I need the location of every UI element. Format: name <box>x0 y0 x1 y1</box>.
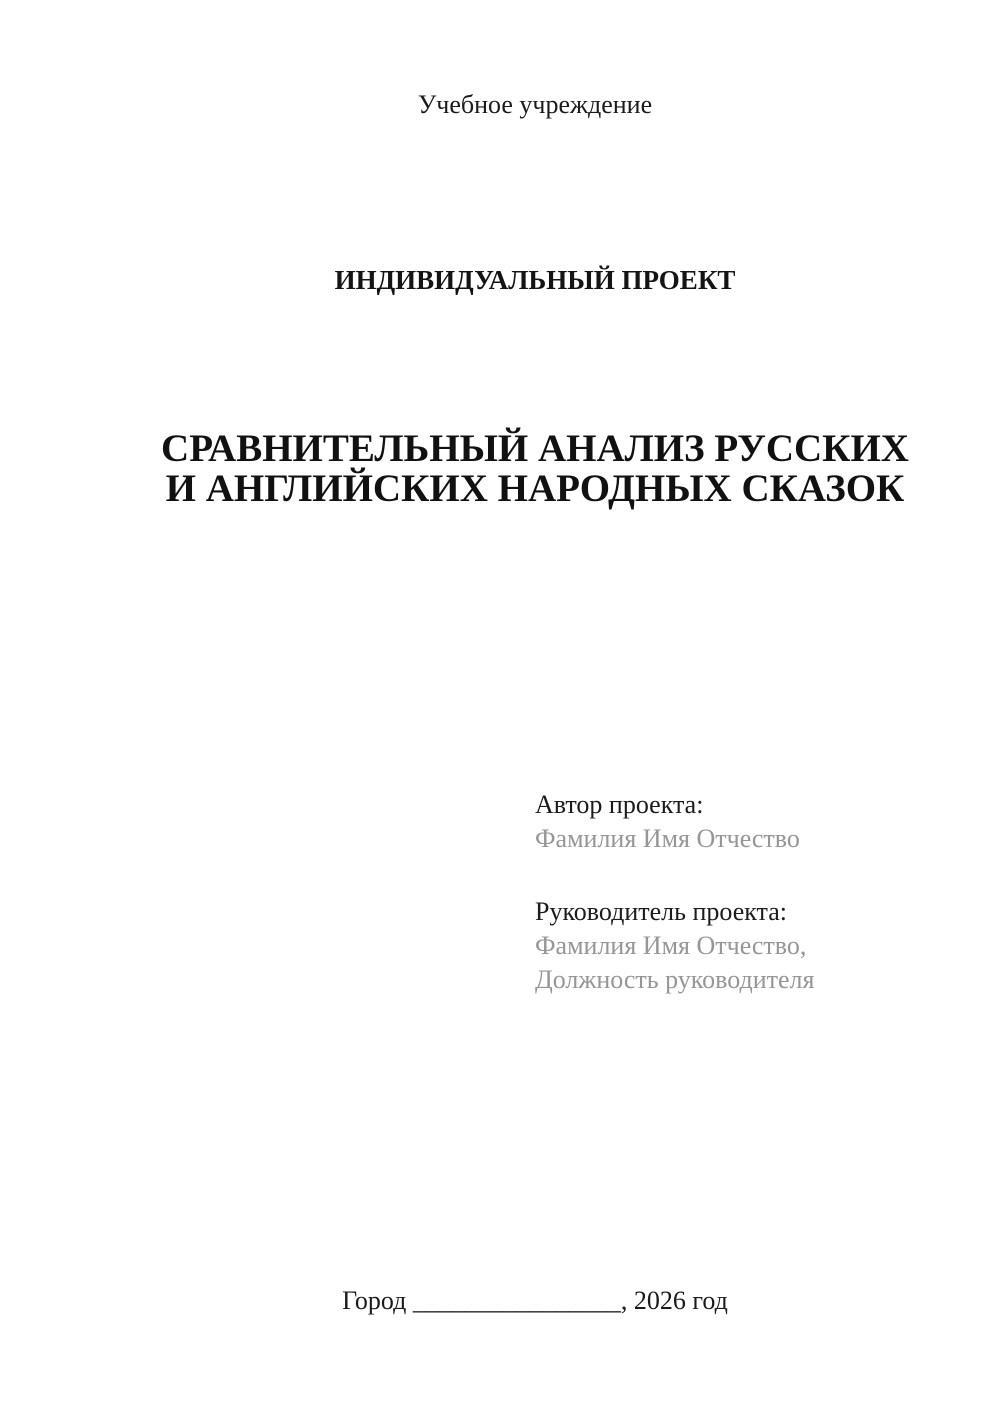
supervisor-label: Руководитель проекта: <box>535 897 788 926</box>
author-name-placeholder: Фамилия Имя Отчество <box>535 824 800 853</box>
project-title <box>95 429 975 509</box>
city-blank-line: ________________ <box>412 1286 621 1315</box>
year-text: , 2026 год <box>620 1286 728 1315</box>
credits-block <box>535 788 955 997</box>
city-label: Город <box>342 1286 407 1315</box>
document-type-heading: ИНДИВИДУАЛЬНЫЙ ПРОЕКТ <box>334 265 736 295</box>
supervisor-name-placeholder: Фамилия Имя Отчество, <box>535 931 807 960</box>
city-year-line <box>140 1284 930 1318</box>
supervisor-position-placeholder: Должность руководителя <box>535 965 815 994</box>
supervisor-group <box>535 895 955 997</box>
institution-name: Учебное учреждение <box>417 90 653 119</box>
page-content <box>140 0 930 1414</box>
author-group <box>535 788 955 856</box>
project-title-line2: И АНГЛИЙСКИХ НАРОДНЫХ СКАЗОК <box>165 467 905 510</box>
author-label: Автор проекта: <box>535 790 704 819</box>
project-title-line1: СРАВНИТЕЛЬНЫЙ АНАЛИЗ РУССКИХ <box>161 427 909 470</box>
